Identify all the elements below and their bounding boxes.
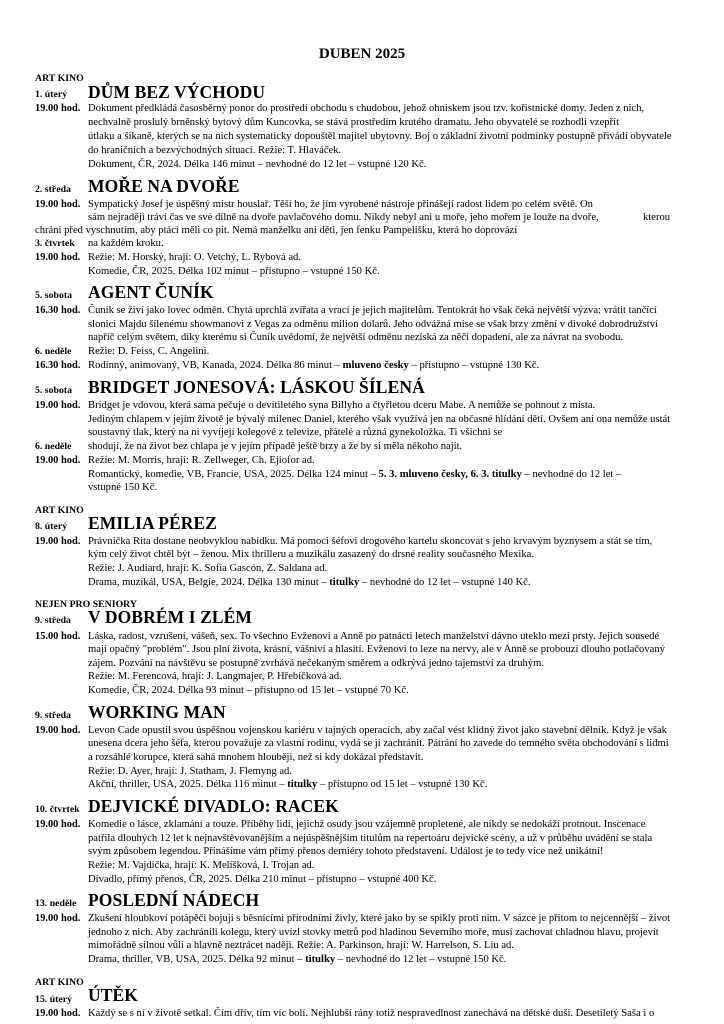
film-title: BRIDGET JONESOVÁ: LÁSKOU ŠÍLENÁ <box>88 377 425 397</box>
film-description: slonici Majdu šílenému showmanovi z Vegas za odměnu milion dolarů. Jeho odvážná mise se však brzy změní v divoké dobrodružství <box>88 319 658 330</box>
film-description: Dokument předkládá časosběrný ponor do prostředí obchodu s chudobou, jehož ohniskem jsou tzv. kořistnické domy. Jeden z nich, <box>88 103 645 114</box>
screening-time: 19.00 hod. <box>35 913 81 924</box>
screening-time: 19.00 hod. <box>35 103 81 114</box>
screening-date: 9. středa <box>35 710 71 721</box>
film-description: unesena dcera jeho šéfa, kterou považuje za vlastní rodinu, vydá se ji zachránit. Pátrání ho zavede do temného světa obchodování s lidmi <box>88 738 669 749</box>
film-description: mimořádně silnou vůli a hlavně neztrácet naději. Režie: A. Parkinson, hrají: W. Harrelson, S. Liu ad. <box>88 940 514 951</box>
film-description: soustavný tlak, který na ni vyvíjejí kolegové z televize, přátelé a různá gynekoložka. Ti všichni se <box>88 427 503 438</box>
film-title: AGENT ČUNÍK <box>88 282 214 302</box>
film-description: mají opačný "problém". Jsou plní života, krásní, vášniví a hlasití. Evženovi to leze na nervy, ale v Anně se probouzí dlouho potlačovaný <box>88 644 665 655</box>
film-description: jednoho z nich. Aby zachránili kolegu, který uvízl stovky metrů pod hladinou Severního moře, musí zachovat chladnou hlavu, projevit <box>88 927 659 938</box>
screening-time: 19.00 hod. <box>35 400 81 411</box>
screening-date: 5. sobota <box>35 385 73 396</box>
film-description: útlaku a šikaně, kterých se na nich systematicky dopouštěl majitel ubytovny. Boj o základní životní podmínky postupně přivádí obyvatele <box>88 131 672 142</box>
film-description: Každý se s ní v životě setkal. Čím dřív, tím víc bolí. Nejhlubší rány totiž nespravedlnost zanechává na dětské duši. Desetiletý Saša i o <box>88 1008 655 1019</box>
screening-time: 19.00 hod. <box>35 252 81 263</box>
film-description: shodují, že na život bez chlapa je v jejím případě ještě brzy a že by si měla někoho najít. <box>88 441 463 452</box>
screening-time: 16.30 hod. <box>35 305 81 316</box>
film-description: Sympatický Josef je úspěšný mistr houslař. Těší ho, že jím vyrobené nástroje přinášejí radost lidem po celém světě. On <box>88 199 593 210</box>
film-info: Drama, muzikál, USA, Belgie, 2024. Délka 130 minut – titulky – nevhodné do 12 let – vstupné 140 Kč. <box>88 577 531 588</box>
screening-time: 19.00 hod. <box>35 536 81 547</box>
film-credits: Režie: M. Ferencová, hrají: J. Langmajer, P. Hřebíčková ad. <box>88 671 342 682</box>
film-info: vstupné 150 Kč. <box>88 482 158 493</box>
film-info: Komedie, ČR, 2024. Délka 93 minut – přístupno od 15 let – vstupné 70 Kč. <box>88 685 409 696</box>
film-credits: Režie: D. Ayer, hrají: J. Statham, J. Flemyng ad. <box>88 766 292 777</box>
screening-date: 9. středa <box>35 615 71 626</box>
film-description: a rozsáhlé korupce, která sahá mnohem hlouběji, než si kdy dokázal představit. <box>88 752 424 763</box>
screening-date: 6. neděle <box>35 346 72 357</box>
screening-time: 19.00 hod. <box>35 819 81 830</box>
screening-date: 2. středa <box>35 184 71 195</box>
film-info: Komedie, ČR, 2025. Délka 102 minut – přístupno – vstupné 150 Kč. <box>88 266 380 277</box>
film-title: MOŘE NA DVOŘE <box>88 176 240 196</box>
section-heading: ART KINO <box>35 505 84 516</box>
film-description: Levon Cade opustil svou úspěšnou vojenskou kariéru v tajných operacích, aby začal vést klidný život jako stavební dělník. Když je však <box>88 725 667 736</box>
film-description: svým způsobem legendou. Přinášíme vám přímý přenos derniéry tohoto představení. Událost je to tedy více než unikátní! <box>88 846 604 857</box>
film-credits: Režie: M. Horský, hrají: O. Vetchý, L. Rybová ad. <box>88 252 301 263</box>
film-description: sám nejraději tráví čas ve své dílně na dvoře pavlačového domu. Nikdy nebyl ani u moře, jeho mořem je louže na dvoře, <box>88 212 599 223</box>
screening-time: 15.00 hod. <box>35 631 81 642</box>
film-credits: Režie: J. Audiard, hrají: K. Sofía Gascón, Z. Saldana ad. <box>88 563 328 574</box>
film-info: Romantický, komedie, VB, Francie, USA, 2025. Délka 124 minut – 5. 3. mluveno česky, 6. 3. titulky – nevhodné do 12 let – <box>88 469 622 480</box>
screening-time: 19.00 hod. <box>35 725 81 736</box>
film-description: Čuník se živí jako lovec odměn. Chytá uprchlá zvířata a vrací je jejich majitelům. Tentokrát ho však čeká největší výzva: vrátit tančící <box>88 305 657 316</box>
film-description: do hraničních a bezvýchodných situací. Režie: T. Hlaváček. <box>88 145 342 156</box>
film-credits: Režie: D. Feiss, C. Angelini. <box>88 346 210 357</box>
page-title: DUBEN 2025 <box>318 46 406 62</box>
film-title: DEJVICKÉ DIVADLO: RACEK <box>88 796 339 816</box>
screening-time: 19.00 hod. <box>35 199 81 210</box>
section-heading: NEJEN PRO SENIORY <box>35 599 137 610</box>
screening-date: 10. čtvrtek <box>35 804 80 815</box>
screening-date: 15. úterý <box>35 994 73 1005</box>
film-description: Bridget je vdovou, která sama pečuje o devítiletého syna Billyho a čtyřletou dceru Mabe. A nemůže se pohnout z místa. <box>88 400 596 411</box>
film-description: Jediným chlapem v jejím životě je bývalý milenec Daniel, kterého však využívá jen na občasné hlídání dětí. Ovšem ani ona nemůže ustát <box>88 414 671 425</box>
screening-time: 19.00 hod. <box>35 1008 81 1019</box>
film-title: ÚTĚK <box>88 985 138 1005</box>
section-heading: ART KINO <box>35 977 84 988</box>
film-title: EMILIA PÉREZ <box>88 513 218 533</box>
screening-date: 1. úterý <box>35 89 68 100</box>
film-description: chrání před vyschnutím, aby ptáci měli co pít. Nemá manželku ani děti, jen fenku Pampelišku, která ho doprovází <box>35 225 518 236</box>
film-description: patřila dlouhých 12 let k nejnavštěvovanějším a nejúspěšnějším titulům na repertoáru dejvické scény, a už v průběhu uvádění se stala <box>88 833 653 844</box>
screening-date: 8. úterý <box>35 521 68 532</box>
screening-date: 13. neděle <box>35 898 77 909</box>
film-info: Drama, thriller, VB, USA, 2025. Délka 92 minut – titulky – nevhodné do 12 let – vstupné 150 Kč. <box>88 954 507 965</box>
film-info: Akční, thriller, USA, 2025. Délka 116 minut – titulky – přístupno od 15 let – vstupné 130 Kč. <box>88 779 488 790</box>
screening-time: 19.00 hod. <box>35 455 81 466</box>
film-info: Rodinný, animovaný, VB, Kanada, 2024. Délka 86 minut – mluveno česky – přístupno – vstupné 130 Kč. <box>88 360 540 371</box>
film-title: POSLEDNÍ NÁDECH <box>88 890 260 910</box>
film-description: Komedie o lásce, zklamání a touze. Příběhy lidí, jejichž osudy jsou vzájemně propletené, ale nikdy se nedokáží protnout. Inscenace <box>88 819 646 830</box>
film-description: nechvalně proslulý brněnský bytový dům Kuncovka, se stává prostředím krutého dramatu. Jeho obyvatelé se rozhodli vzepřít <box>88 117 620 128</box>
film-description: na každém kroku. <box>88 238 164 249</box>
film-info: Divadlo, přímý přenos, ČR, 2025. Délka 210 minut – přístupno – vstupné 400 Kč. <box>88 874 437 885</box>
film-credits: Režie: M. Morris, hrají: R. Zellweger, Ch. Ejiofor ad. <box>88 455 315 466</box>
screening-time: 16.30 hod. <box>35 360 81 371</box>
screening-date: 6. neděle <box>35 441 72 452</box>
film-title: WORKING MAN <box>88 702 226 722</box>
screening-date: 5. sobota <box>35 290 73 301</box>
section-heading: ART KINO <box>35 73 84 84</box>
screening-date: 3. čtvrtek <box>35 238 75 249</box>
film-description: kterou <box>643 212 671 223</box>
film-description: napříč celým světem, díky kterému si Čuník uvědomí, že největší odměnu nezíská za něčí dopadení, ale za návrat na svobodu. <box>88 332 624 343</box>
film-info: Dokument, ČR, 2024. Délka 146 minut – nevhodné do 12 let – vstupné 120 Kč. <box>88 159 427 170</box>
film-description: Láska, radost, vzrušení, vášeň, sex. To všechno Evženovi a Anně po patnácti letech manželství dávno uteklo mezi prsty. Jejich sousedé <box>88 631 660 642</box>
film-description: Zkušení hloubkoví potápěči bojují s běsnícími přírodními živly, které jako by se spikly proti nim. V sázce je přitom to nejcennější – život <box>88 913 671 924</box>
film-credits: Režie: M. Vajdička, hrají: K. Melíšková, I. Trojan ad. <box>88 860 315 871</box>
film-description: kým celý život chtěl být – ženou. Mix thrilleru a muzikálu zasazený do drsné reality současného Mexika. <box>88 549 534 560</box>
film-description: zájem. Pozvání na návštěvu se postupně zvrhává nečekaným směrem a odkrývá jedno tajemství za druhým. <box>88 658 544 669</box>
film-title: DŮM BEZ VÝCHODU <box>88 82 266 102</box>
film-description: Právnička Rita dostane neobvyklou nabídku. Má pomoci šéfovi drogového kartelu skoncovat s jeho krvavým byznysem a stát se tím, <box>88 536 653 547</box>
film-title: V DOBRÉM I ZLÉM <box>88 607 253 627</box>
